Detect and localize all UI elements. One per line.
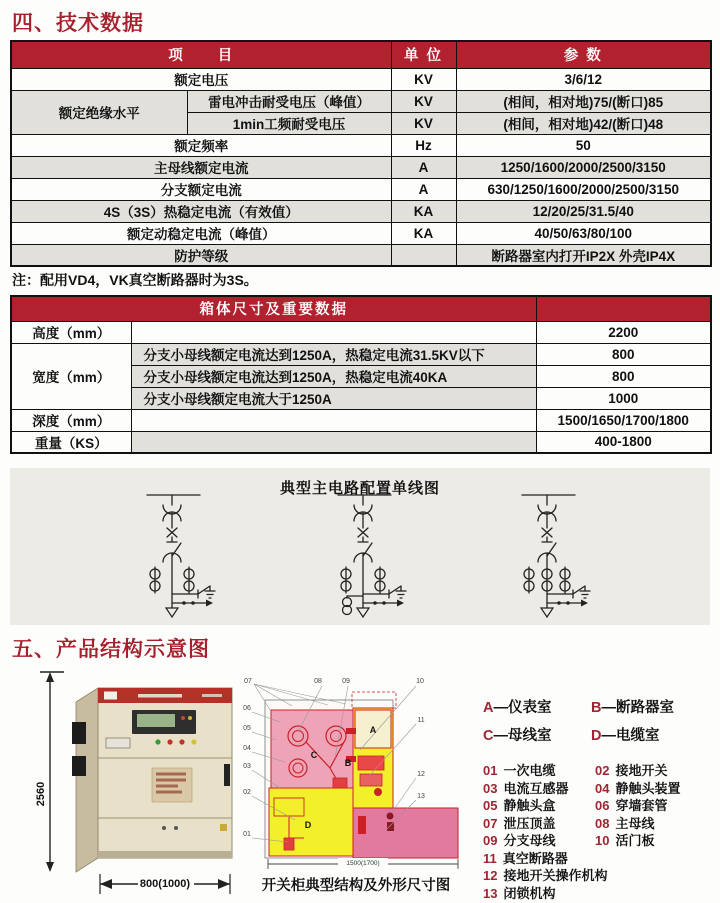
legend-item: 13 闭锁机构 — [483, 885, 556, 901]
legend-item: 06 穿墙套管 — [595, 798, 668, 813]
cell-item: 分支额定电流 — [11, 178, 391, 200]
cell-unit: KV — [391, 68, 456, 90]
cell-item: 额定电压 — [11, 68, 391, 90]
drawing-caption: 开关柜典型结构及外形尺寸图 — [261, 878, 451, 894]
legend-item: 11 真空断路器 — [483, 850, 568, 866]
callout-10: 10 — [416, 678, 424, 685]
cell-param: 1250/1600/2000/2500/3150 — [456, 156, 711, 178]
header-title: 箱体尺寸及重要数据 — [11, 296, 536, 321]
technical-data-table — [10, 40, 712, 267]
room-key: A — [483, 700, 494, 716]
cell-param: 12/20/25/31.5/40 — [456, 200, 711, 222]
legend-room — [591, 696, 717, 717]
legend-item: 05 静触头盒 — [483, 798, 556, 813]
cell-param: (相间，相对地)42/(断口)48 — [456, 112, 711, 134]
callout-13: 13 — [417, 793, 425, 800]
single-line-diagram-3 — [497, 490, 607, 620]
legend-item: 07 泄压顶盖 — [483, 815, 556, 831]
table-row — [11, 200, 711, 222]
cell-desc — [131, 431, 536, 453]
single-line-diagram-2 — [313, 490, 423, 620]
dash: — — [493, 728, 508, 744]
room-key: B — [591, 700, 602, 716]
cell-label: 重量（KS） — [11, 431, 131, 453]
lower-right-region — [353, 808, 458, 858]
cell-value: 800 — [536, 365, 711, 387]
cell-unit: A — [391, 156, 456, 178]
cell-desc: 分支小母线额定电流大于1250A — [131, 387, 536, 409]
callout-11: 11 — [417, 717, 425, 724]
cell-param: 断路器室内打开IP2X 外壳IP4X — [456, 244, 711, 266]
section5-title: 五、产品结构示意图 — [12, 638, 210, 661]
cell-unit: Hz — [391, 134, 456, 156]
cell-value: 800 — [536, 343, 711, 365]
cabinet-body — [72, 688, 232, 872]
cell-item: 额定动稳定电流（峰值） — [11, 222, 391, 244]
room-label-a: A — [369, 725, 377, 735]
legend-item: 08 主母线 — [595, 815, 655, 831]
cell-desc: 分支小母线额定电流达到1250A，热稳定电流31.5KV以下 — [131, 343, 536, 365]
callout-05: 05 — [243, 725, 251, 732]
callout-02: 02 — [243, 789, 251, 796]
cell-label: 深度（mm） — [11, 409, 131, 431]
cell-unit: A — [391, 178, 456, 200]
header-empty — [536, 296, 711, 321]
cabinet-photo — [34, 668, 242, 900]
room-label-d: D — [304, 820, 312, 830]
cell-desc — [131, 409, 536, 431]
diagram-title: 典型主电路配置单线图 — [279, 480, 440, 497]
cell-param: 50 — [456, 134, 711, 156]
cell-value: 1500/1650/1700/1800 — [536, 409, 711, 431]
dash: — — [601, 700, 616, 716]
table-row — [11, 134, 711, 156]
table-row — [11, 343, 711, 365]
callout-12: 12 — [417, 771, 425, 778]
callout-06: 06 — [243, 705, 251, 712]
room-name: 断路器室 — [615, 700, 674, 716]
cell-param: (相间，相对地)75/(断口)85 — [456, 90, 711, 112]
table-row — [11, 321, 711, 343]
cell-param: 3/6/12 — [456, 68, 711, 90]
legend-item: 02 接地开关 — [595, 763, 668, 778]
cell-item: 雷电冲击耐受电压（峰值） — [187, 90, 391, 112]
table-header-row — [11, 296, 711, 321]
numbered-legend — [483, 763, 717, 901]
header-unit: 单 位 — [391, 41, 456, 68]
table-row — [11, 90, 711, 112]
cell-unit: KV — [391, 90, 456, 112]
table-row — [11, 68, 711, 90]
width-label: 800(1000) — [139, 878, 191, 890]
legend-room — [483, 724, 591, 745]
table-row — [11, 178, 711, 200]
height-label: 2560 — [35, 781, 47, 807]
legend-room — [591, 724, 717, 745]
cell-param: 630/1250/1600/2000/2500/3150 — [456, 178, 711, 200]
table-row — [11, 409, 711, 431]
cell-item: 1min工频耐受电压 — [187, 112, 391, 134]
legend — [483, 696, 717, 901]
table-header-row — [11, 41, 711, 68]
header-item: 项 目 — [11, 41, 391, 68]
section4-title: 四、技术数据 — [12, 12, 144, 35]
callout-01: 01 — [243, 831, 251, 838]
legend-item: 01 一次电缆 — [483, 763, 556, 778]
single-line-diagram-1 — [122, 490, 232, 620]
cell-item: 主母线额定电流 — [11, 156, 391, 178]
depth-label: 1500(1700) — [346, 860, 380, 867]
legend-item: 10 活门板 — [595, 833, 655, 848]
room-key: C — [483, 728, 494, 744]
room-legend — [483, 696, 717, 745]
dash: — — [601, 728, 616, 744]
cell-label: 高度（mm） — [11, 321, 131, 343]
table-row — [11, 222, 711, 244]
room-name: 电缆室 — [615, 728, 660, 744]
cell-desc: 分支小母线额定电流达到1250A，热稳定电流40KA — [131, 365, 536, 387]
footnote: 注：配用VD4，VK真空断路器时为3S。 — [12, 272, 258, 288]
legend-item: 03 电流互感器 — [483, 780, 569, 796]
legend-item: 04 静触头装置 — [595, 780, 681, 796]
cell-group: 额定绝缘水平 — [11, 90, 187, 134]
room-key: D — [591, 728, 602, 744]
room-name: 母线室 — [507, 728, 552, 744]
legend-item: 12 接地开关操作机构 — [483, 868, 608, 883]
legend-item: 09 分支母线 — [483, 833, 556, 848]
cell-unit — [391, 244, 456, 266]
depth-dimension — [268, 858, 458, 869]
cabinet-outline — [265, 692, 458, 858]
table-row — [11, 244, 711, 266]
width-dimension — [100, 874, 230, 894]
callout-04: 04 — [243, 745, 251, 752]
cell-param: 40/50/63/80/100 — [456, 222, 711, 244]
room-label-c: C — [310, 750, 318, 760]
header-param: 参 数 — [456, 41, 711, 68]
structure-drawing — [240, 670, 468, 872]
callout-09: 09 — [342, 678, 350, 685]
cell-value: 2200 — [536, 321, 711, 343]
callout-08: 08 — [314, 678, 322, 685]
cell-item: 4S（3S）热稳定电流（有效值） — [11, 200, 391, 222]
cell-value: 400-1800 — [536, 431, 711, 453]
callout-07: 07 — [244, 678, 252, 685]
table-row — [11, 431, 711, 453]
cell-value: 1000 — [536, 387, 711, 409]
cell-desc — [131, 321, 536, 343]
room-name: 仪表室 — [507, 700, 552, 716]
cell-item: 额定频率 — [11, 134, 391, 156]
cell-unit: KV — [391, 112, 456, 134]
cell-unit: KA — [391, 200, 456, 222]
cabinet-dimensions-table — [10, 295, 712, 454]
callout-03: 03 — [243, 763, 251, 770]
height-dimension — [35, 672, 64, 872]
cell-unit: KA — [391, 222, 456, 244]
dash: — — [493, 700, 508, 716]
table-row — [11, 156, 711, 178]
cell-label: 宽度（mm） — [11, 343, 131, 409]
cell-item: 防护等级 — [11, 244, 391, 266]
room-label-b: B — [344, 758, 352, 768]
single-line-diagram-panel — [10, 468, 710, 625]
legend-room — [483, 696, 591, 717]
